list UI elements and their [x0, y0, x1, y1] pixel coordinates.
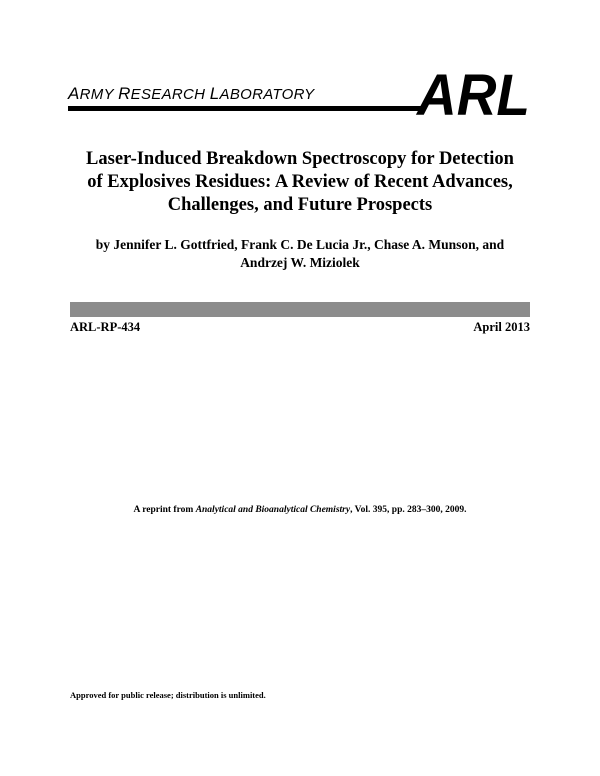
report-title	[60, 148, 540, 217]
lab-name-word-3: ABORATORY	[219, 86, 315, 103]
arl-logo	[415, 70, 532, 118]
title-line-3: Challenges, and Future Prospects	[167, 195, 433, 215]
lab-name-word-2: ESEARCH	[130, 86, 210, 103]
lab-name-initial-1: A	[68, 84, 80, 103]
report-header	[68, 70, 532, 118]
lab-name-word-1: RMY	[79, 86, 119, 103]
distribution-statement: Approved for public release; distribution is unlimited.	[70, 690, 266, 700]
authors-line-2: Andrzej W. Miziolek	[240, 255, 360, 270]
arl-logo-text: ARL	[415, 70, 530, 118]
lab-name	[68, 84, 314, 104]
divider-bar	[70, 302, 530, 317]
reprint-journal: Analytical and Bioanalytical Chemistry	[195, 505, 351, 515]
header-rule	[68, 106, 423, 111]
reprint-note	[60, 505, 540, 515]
reprint-suffix: , Vol. 395, pp. 283–300, 2009.	[350, 505, 467, 515]
lab-name-initial-2: R	[118, 84, 131, 103]
report-date: April 2013	[473, 320, 530, 334]
report-number: ARL-RP-434	[70, 320, 141, 334]
authors-line-1: by Jennifer L. Gottfried, Frank C. De Lucia Jr., Chase A. Munson, and	[95, 237, 505, 252]
title-line-1: Laser-Induced Breakdown Spectroscopy for Detection	[86, 149, 514, 169]
reprint-prefix: A reprint from	[133, 505, 196, 515]
title-line-2: of Explosives Residues: A Review of Recent Advances,	[87, 172, 513, 192]
lab-name-initial-3: L	[209, 84, 220, 103]
authors	[60, 236, 540, 272]
